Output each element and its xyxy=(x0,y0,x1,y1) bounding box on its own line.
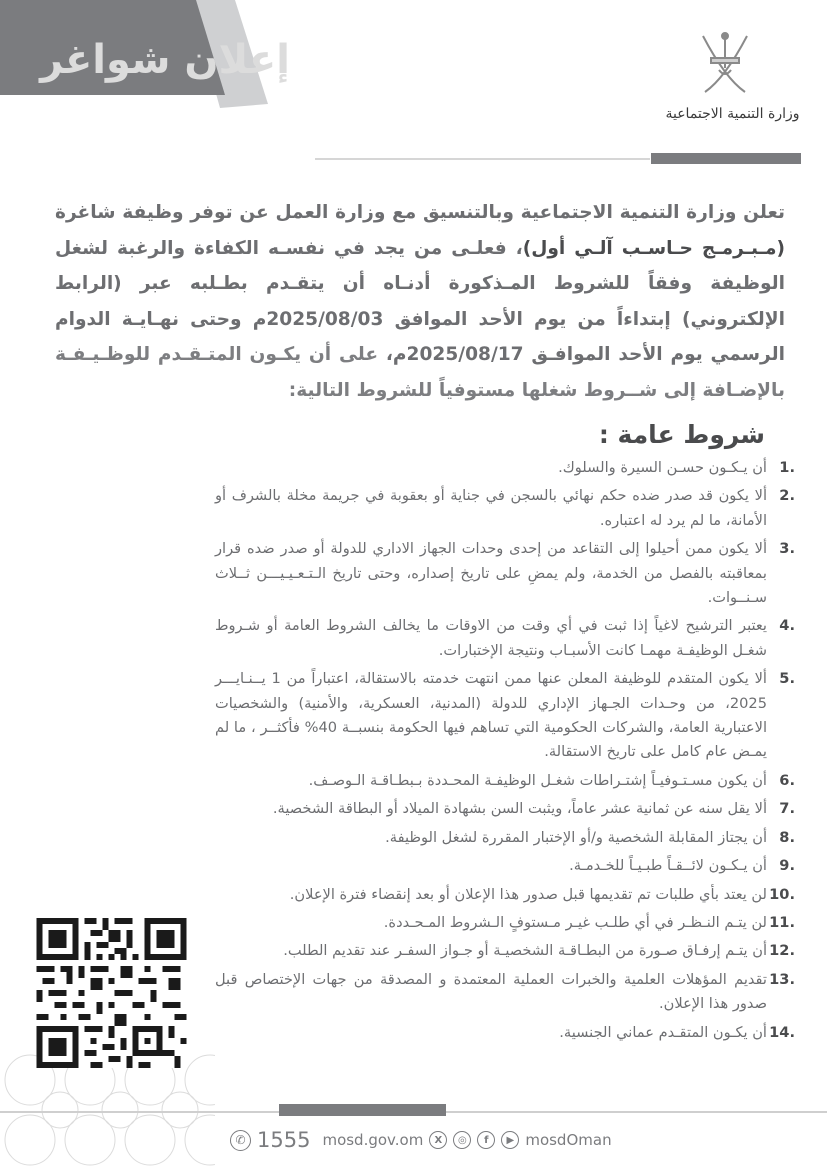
list-item xyxy=(215,854,795,878)
item-text: ألا يكون ممن أحيلوا إلى التقاعد من إحدى وحدات الجهاز الاداري للدولة أو صدر ضده قرار بمعاقبته بالفصل من الخدمة، ولم يمضِ على تاريخ إصداره، وحتى تاريخ الـتـعـيـيـــن ثــلاث سـنــوات. xyxy=(215,540,767,607)
item-number: 3. xyxy=(779,540,795,558)
youtube-icon[interactable]: ▶ xyxy=(501,1131,519,1149)
item-number: 11. xyxy=(769,913,795,931)
intro-text-part1: تعلن وزارة التنمية الاجتماعية وبالتنسيق مع وزارة العمل عن توفر وظيفة شاغرة xyxy=(55,202,785,223)
facebook-icon[interactable]: f xyxy=(477,1131,495,1149)
item-text: أن يـكـون لائــقـاً طبـيـاً للخـدمـة. xyxy=(569,857,767,875)
item-text: أن يتـم إرفـاق صـورة من البطـاقـة الشخصيـة أو جـواز السفـر عند تقديم الطلب. xyxy=(283,942,767,960)
item-number: 6. xyxy=(779,771,795,789)
list-item xyxy=(215,883,795,907)
page-title: إعلان شواغر xyxy=(40,37,290,83)
list-item xyxy=(215,456,795,480)
list-item xyxy=(215,667,795,765)
intro-text-part3: على أن يكـون المتـقـدم للوظـيـفـة بالإضـافة إلى شــروط شغلها مستوفياً للشروط التالية: xyxy=(55,344,785,401)
header-banner xyxy=(0,0,290,110)
oman-emblem-icon xyxy=(695,28,755,98)
item-number: 14. xyxy=(769,1023,795,1041)
item-number: 1. xyxy=(779,459,795,476)
phone-number[interactable]: 1555 xyxy=(257,1128,311,1152)
list-item xyxy=(215,911,795,935)
item-number: 5. xyxy=(779,670,795,688)
item-text: أن يجتاز المقابلة الشخصية و/أو الإختبار المقررة لشغل الوظيفة. xyxy=(385,828,767,846)
item-text: أن يكـون المتقـدم عماني الجنسية. xyxy=(559,1023,767,1041)
header-divider-thin xyxy=(315,158,650,160)
item-text: يعتبر الترشيح لاغياً إذا ثبت في أي وقت من الاوقات ما يخالف الشروط العامة أو شـروط شغـل الوظيفـة مهمـا كانت الأسبـاب ونتيجة الإختبارات. xyxy=(215,617,767,659)
item-number: 13. xyxy=(769,970,795,988)
list-item xyxy=(215,537,795,610)
item-text: ألا يكون المتقدم للوظيفة المعلن عنها ممن انتهت خدمته بالاستقالة، اعتباراً من 1 يــنـايـــر 2025، من وحـدات الجـهاز الإداري للدولة (المدنية، العسكرية، والأمنية) والشخصيات الاعتبارية العامة، والشركات الحكومية التي تساهم فيها الحكومة بنسبــة 40% فأكثــر ، ما لم يمـض عام كامل على تاريخ الاستقالة. xyxy=(215,670,767,761)
list-item xyxy=(215,797,795,821)
item-number: 4. xyxy=(779,617,795,635)
intro-paragraph xyxy=(55,195,785,408)
footer-contacts xyxy=(230,1126,612,1154)
social-handle[interactable]: mosdOman xyxy=(525,1131,612,1149)
header-divider-thick xyxy=(651,153,801,164)
item-text: لن يعتد بأي طلبات تم تقديمها قبل صدور هذا الإعلان أو بعد إنقضاء فترة الإعلان. xyxy=(289,885,767,903)
list-item xyxy=(215,968,795,1017)
website-link[interactable]: mosd.gov.om xyxy=(322,1131,424,1149)
item-text: لن يتـم النـظـر في أي طلـب غيـر مـستوفٍ الـشروط المـحـددة. xyxy=(383,913,767,931)
item-number: 10. xyxy=(769,885,795,903)
item-number: 2. xyxy=(779,487,795,505)
item-text: تقديم المؤهلات العلمية والخبرات العملية المعتمدة و المصدقة من جهات الإختصاص قبل صدور هذا الإعلان. xyxy=(215,970,767,1013)
list-item xyxy=(215,826,795,850)
list-item xyxy=(215,614,795,663)
item-number: 9. xyxy=(779,857,795,875)
list-item xyxy=(215,1021,795,1045)
job-title: (مـبـرمـج حـاسـب آلـي أول) xyxy=(522,237,785,259)
item-number: 7. xyxy=(779,800,795,818)
ministry-logo-text: وزارة التنمية الاجتماعية xyxy=(665,106,800,122)
instagram-icon[interactable]: ◎ xyxy=(453,1131,471,1149)
qr-code[interactable] xyxy=(36,918,187,1068)
list-item xyxy=(215,769,795,793)
intro-text-part2: ، فعلـى من يجد في نفسـه الكفاءة والرغبة لشغل الوظيفة وفقاً للشروط المـذكورة أدنـاه أن يتقـدم بطـلبه عبر (الرابط الإلكتروني) إبتداءاً من يوم الأحد الموافق 2025/08/03م وحتى نهـايـة الدوام الرسمي يوم الأحد الموافـق 2025/08/17م، xyxy=(55,237,785,365)
x-icon[interactable]: X xyxy=(429,1131,447,1149)
item-number: 12. xyxy=(769,942,795,960)
footer-divider-thick xyxy=(279,1104,446,1116)
conditions-list xyxy=(215,456,795,1049)
item-text: ألا يقل سنه عن ثمانية عشر عاماً، ويثبت السن بشهادة الميلاد أو البطاقة الشخصية. xyxy=(272,800,767,818)
item-text: ألا يكون قد صدر ضده حكم نهائي بالسجن في جناية أو بعقوبة في جريمة مخلة بالشرف أو الأمانة، ما لم يرد له اعتباره. xyxy=(215,487,767,529)
conditions-title: شروط عامة : xyxy=(598,420,765,449)
phone-icon: ✆ xyxy=(230,1130,251,1151)
item-text: أن يـكـون حسـن السيرة والسلوك. xyxy=(558,459,767,476)
list-item xyxy=(215,939,795,963)
item-text: أن يكون مسـتـوفيـاً إشتـراطات شغـل الوظيفـة المحـددة بـبطـاقـة الـوصـف. xyxy=(308,771,767,789)
list-item xyxy=(215,484,795,533)
item-number: 8. xyxy=(779,828,795,846)
